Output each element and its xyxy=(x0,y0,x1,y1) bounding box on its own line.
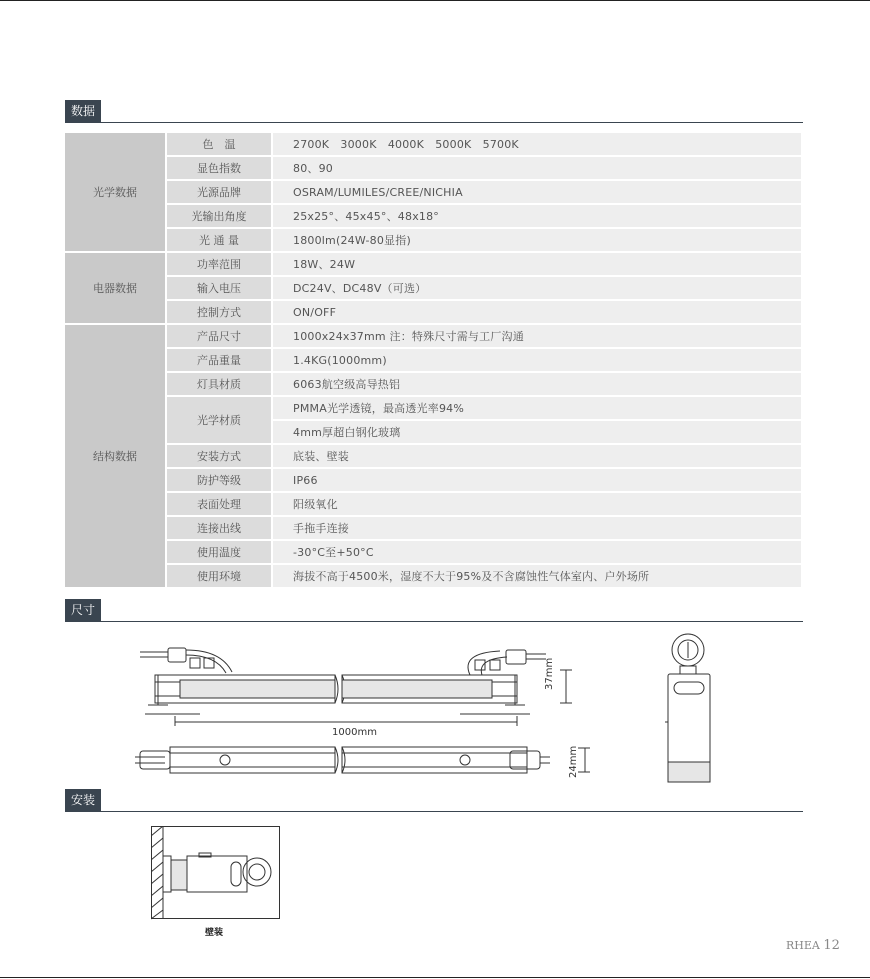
spec-value: OSRAM/LUMILES/CREE/NICHIA xyxy=(273,181,803,203)
spec-row xyxy=(65,181,803,203)
spec-key: 输入电压 xyxy=(167,277,273,299)
spec-row xyxy=(65,349,803,371)
spec-row xyxy=(65,373,803,395)
spec-key: 光学材质 xyxy=(167,397,273,443)
spec-row xyxy=(65,469,803,491)
spec-value: 底装、壁装 xyxy=(273,445,803,467)
spec-row xyxy=(65,397,803,419)
dimension-width-label: 24mm xyxy=(568,745,579,778)
spec-row xyxy=(65,445,803,467)
spec-key: 表面处理 xyxy=(167,493,273,515)
spec-row xyxy=(65,205,803,227)
spec-row xyxy=(65,157,803,179)
spec-value: 25x25°、45x45°、48x18° xyxy=(273,205,803,227)
spec-key: 使用温度 xyxy=(167,541,273,563)
installation-drawing xyxy=(151,826,281,921)
spec-key: 产品尺寸 xyxy=(167,325,273,347)
spec-row xyxy=(65,277,803,299)
spec-group-name: 电器数据 xyxy=(65,253,167,323)
section-header-installation xyxy=(65,789,803,813)
spec-key: 连接出线 xyxy=(167,517,273,539)
spec-value: DC24V、DC48V（可选） xyxy=(273,277,803,299)
spec-value: -30°C至+50°C xyxy=(273,541,803,563)
dimension-length-label: 1000mm xyxy=(332,727,377,738)
spec-group-name: 结构数据 xyxy=(65,325,167,587)
spec-table xyxy=(65,131,803,589)
spec-row xyxy=(65,229,803,251)
spec-value: 手拖手连接 xyxy=(273,517,803,539)
spec-key: 安装方式 xyxy=(167,445,273,467)
spec-key: 光输出角度 xyxy=(167,205,273,227)
spec-row xyxy=(65,325,803,347)
spec-value: 1000x24x37mm 注：特殊尺寸需与工厂沟通 xyxy=(273,325,803,347)
spec-row xyxy=(65,253,803,275)
spec-value: IP66 xyxy=(273,469,803,491)
spec-row xyxy=(65,541,803,563)
spec-key: 控制方式 xyxy=(167,301,273,323)
spec-key: 灯具材质 xyxy=(167,373,273,395)
spec-value: ON/OFF xyxy=(273,301,803,323)
spec-row xyxy=(65,133,803,155)
spec-value: 1800lm(24W-80显指) xyxy=(273,229,803,251)
spec-key: 光 通 量 xyxy=(167,229,273,251)
top-rule xyxy=(0,0,870,1)
section-title-dimensions: 尺寸 xyxy=(65,599,101,621)
spec-row xyxy=(65,301,803,323)
section-title-data: 数据 xyxy=(65,100,101,122)
section-title-installation: 安装 xyxy=(65,789,101,811)
spec-key: 产品重量 xyxy=(167,349,273,371)
page-number: 12 xyxy=(823,938,840,953)
bottom-rule xyxy=(0,977,870,978)
end-view-drawing xyxy=(660,632,720,787)
footer-brand: RHEA xyxy=(786,939,820,952)
spec-value: PMMA光学透镜，最高透光率94% xyxy=(273,397,803,419)
spec-value: 2700K 3000K 4000K 5000K 5700K xyxy=(273,133,803,155)
front-view-drawing xyxy=(130,630,590,790)
spec-group-name: 光学数据 xyxy=(65,133,167,251)
spec-key: 使用环境 xyxy=(167,565,273,587)
spec-value: 18W、24W xyxy=(273,253,803,275)
section-header-dimensions xyxy=(65,599,803,623)
page-footer xyxy=(786,938,840,953)
spec-value: 海拔不高于4500米，湿度不大于95%及不含腐蚀性气体室内、户外场所 xyxy=(273,565,803,587)
spec-value: 80、90 xyxy=(273,157,803,179)
spec-row xyxy=(65,493,803,515)
section-header-data xyxy=(65,100,803,124)
installation-caption: 壁装 xyxy=(205,928,224,938)
spec-value: 4mm厚超白钢化玻璃 xyxy=(273,421,803,443)
spec-value: 6063航空级高导热铝 xyxy=(273,373,803,395)
dimension-height-label: 37mm xyxy=(544,657,555,690)
spec-key: 显色指数 xyxy=(167,157,273,179)
spec-row xyxy=(65,565,803,587)
spec-key: 功率范围 xyxy=(167,253,273,275)
spec-value: 1.4KG(1000mm) xyxy=(273,349,803,371)
spec-key: 防护等级 xyxy=(167,469,273,491)
spec-key: 光源品牌 xyxy=(167,181,273,203)
spec-value: 阳级氧化 xyxy=(273,493,803,515)
spec-key: 色 温 xyxy=(167,133,273,155)
spec-row xyxy=(65,517,803,539)
